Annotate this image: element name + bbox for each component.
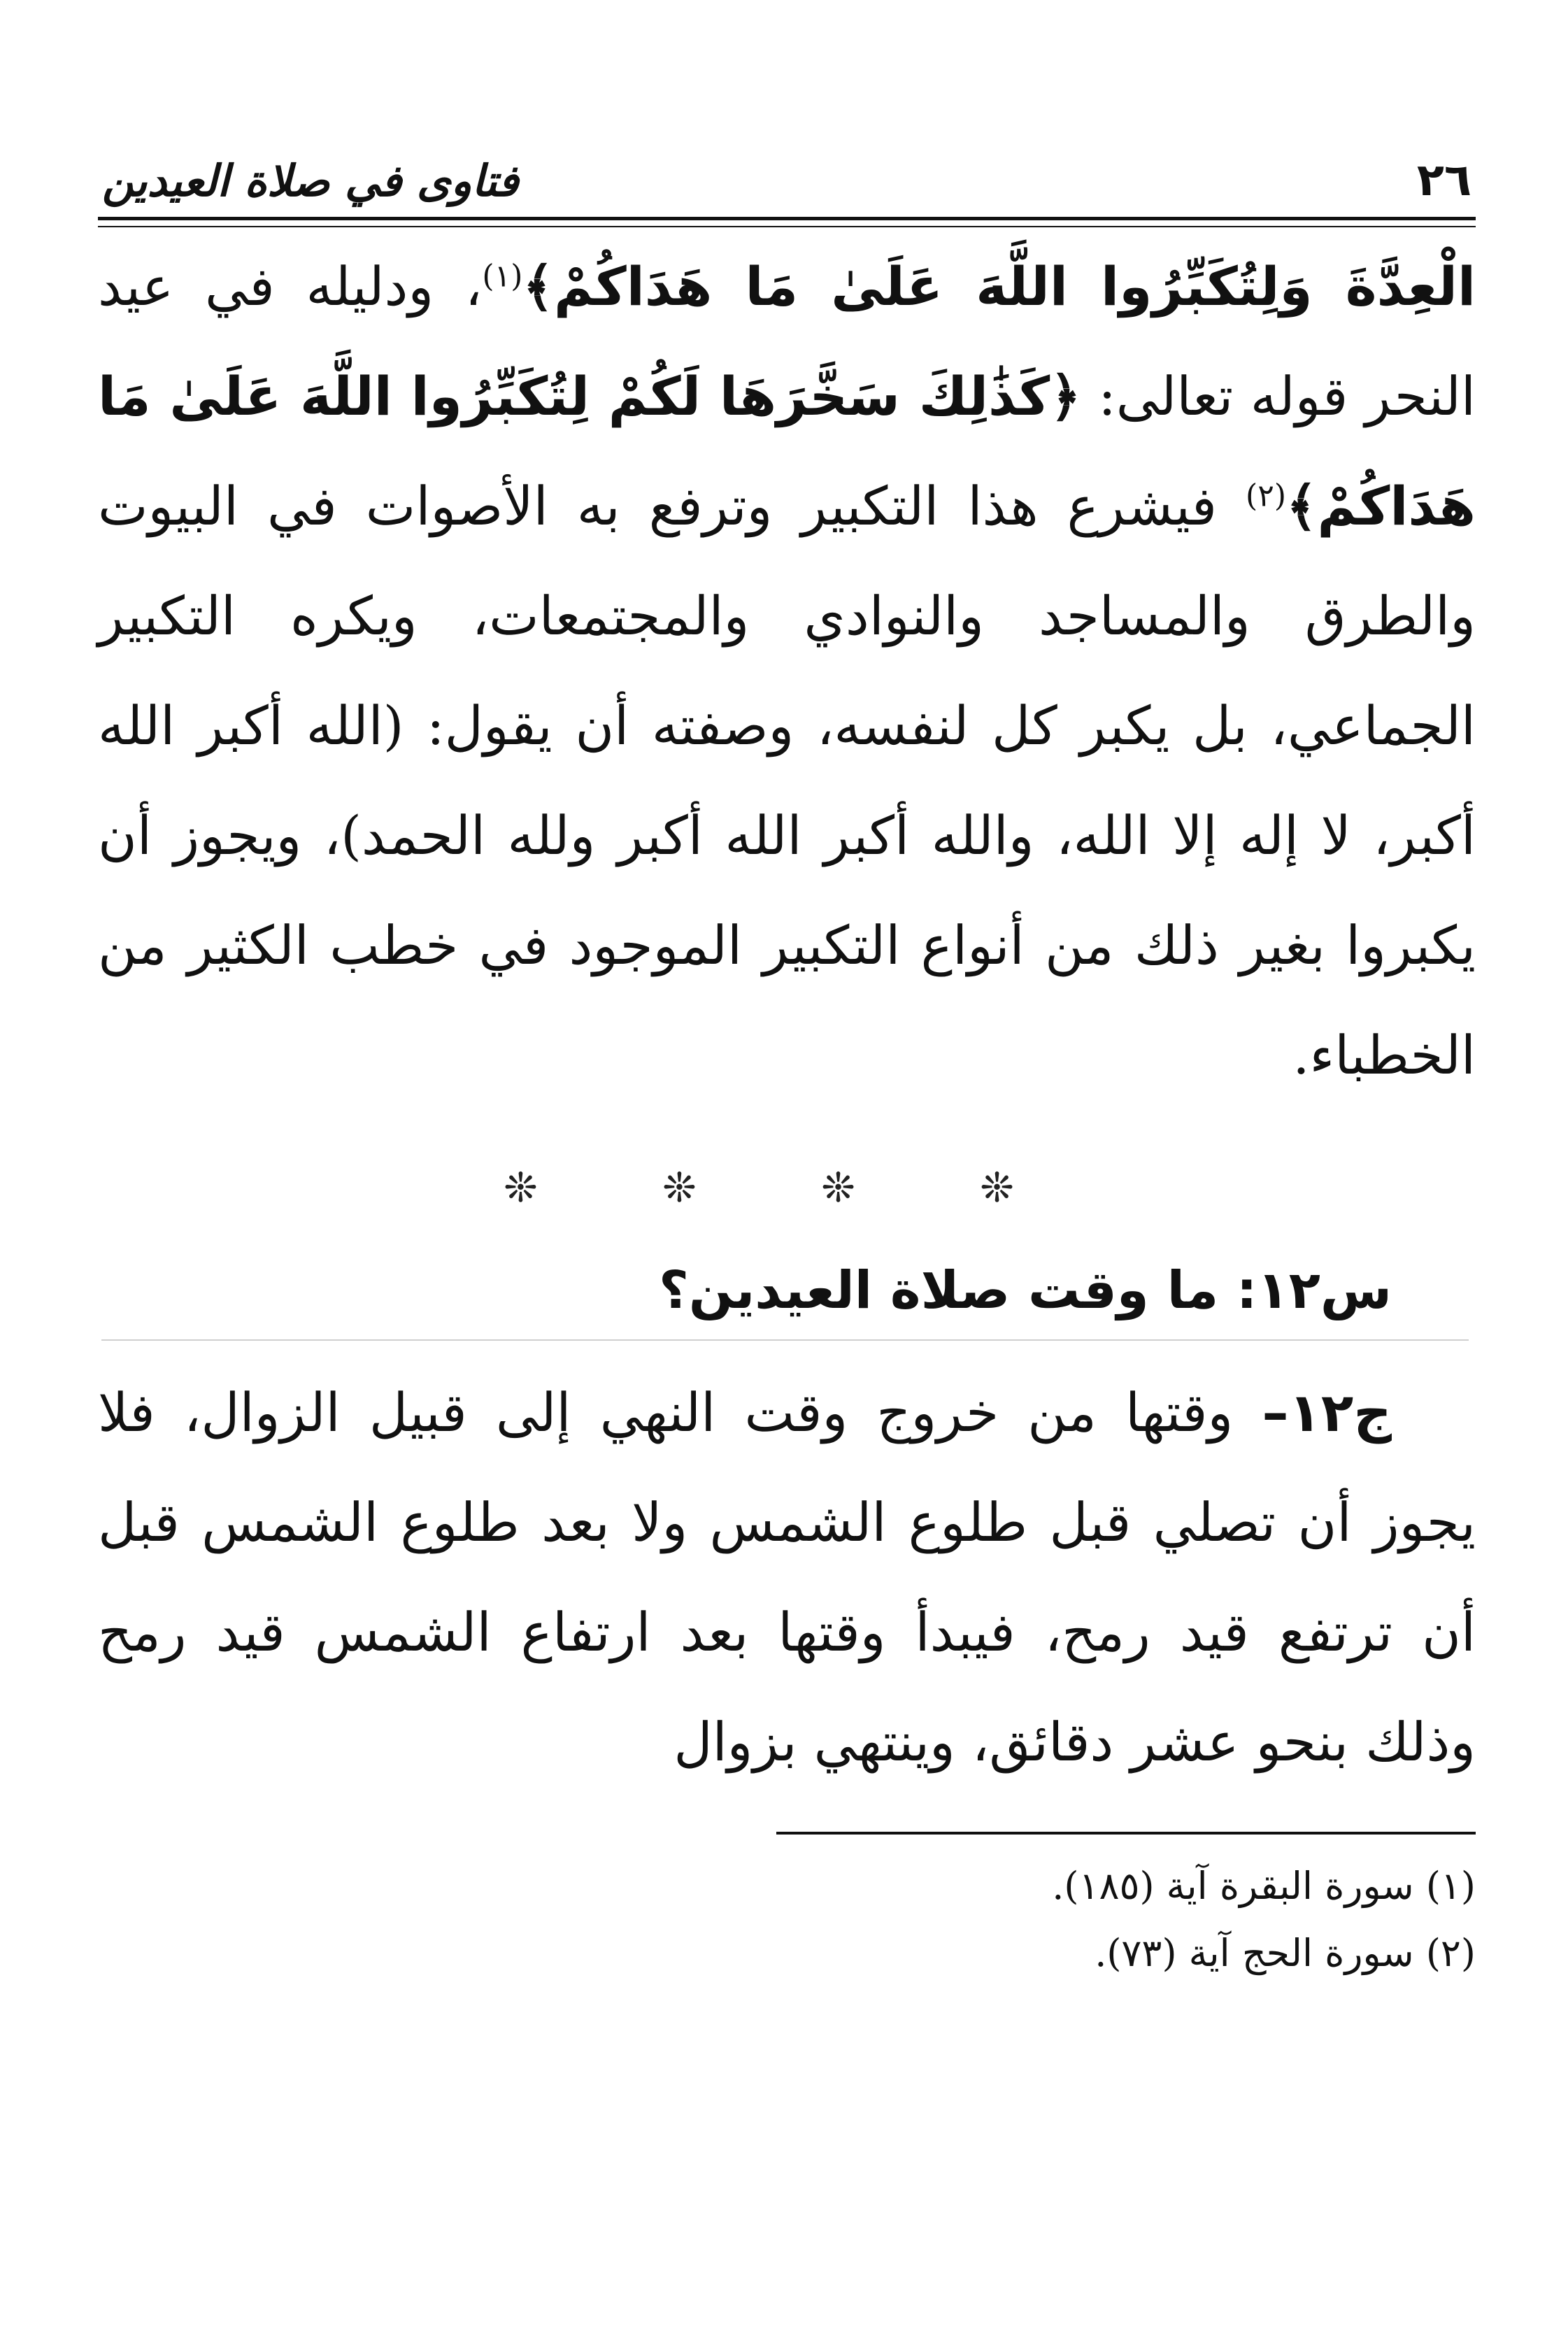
question-divider — [101, 1339, 1469, 1341]
page-header — [98, 126, 1476, 206]
body-text-b: فيشرع هذا التكبير وترفع به الأصوات في البيوت والطرق والمساجد والنوادي والمجتمعات، ويكره التكبير الجماعي، بل يكبر كل لنفسه، وصفته أن يقول: (الله أكبر الله أكبر، لا إله إلا الله، والله أكبر الله أكبر ولله الحمد)، ويجوز أن يكبروا بغير ذلك من أنواع التكبير الموجود في خطب الكثير من الخطباء. — [98, 475, 1476, 1086]
header-rule — [98, 217, 1476, 227]
footnote-ref-2: (٢) — [1246, 478, 1287, 514]
answer-text: وقتها من خروج وقت النهي إلى قبيل الزوال، فلا يجوز أن تصلي قبل طلوع الشمس ولا بعد طلوع الشمس قبل أن ترتفع قيد رمح، فيبدأ وقتها بعد ارتفاع الشمس قيد رمح وذلك بنحو عشر دقائق، وينتهي بزوال — [98, 1381, 1476, 1773]
footnote-2: (٢) سورة الحج آية (٧٣). — [1095, 1931, 1476, 1975]
section-separator: ❊ ❊ ❊ ❊ — [504, 1164, 1070, 1211]
footnote-ref-1: (١) — [482, 258, 523, 294]
quran-verse-a: الْعِدَّةَ وَلِتُكَبِّرُوا اللَّهَ عَلَىٰ مَا هَدَاكُمْ — [553, 255, 1476, 318]
running-title: فتاوى في صلاة العيدين — [102, 155, 519, 206]
document-page — [98, 126, 1476, 1987]
body-paragraph — [98, 232, 1476, 1110]
body-text-a: ، ودليله في عيد النحر قوله تعالى: — [98, 255, 1476, 427]
verse-close-bracket: ﴾ — [522, 255, 554, 318]
page-number: ٢٦ — [1416, 155, 1471, 206]
answer-paragraph — [98, 1358, 1476, 1797]
question-heading: س١٢: ما وقت صلاة العيدين؟ — [658, 1260, 1392, 1320]
answer-label: ج١٢– — [1262, 1381, 1392, 1444]
footnote-rule — [776, 1832, 1476, 1835]
quran-verse-b: ﴿كَذَٰلِكَ سَخَّرَهَا لَكُمْ لِتُكَبِّرُوا اللَّهَ عَلَىٰ مَا هَدَاكُمْ﴾ — [98, 365, 1476, 537]
footnote-1: (١) سورة البقرة آية (١٨٥). — [1052, 1864, 1476, 1908]
